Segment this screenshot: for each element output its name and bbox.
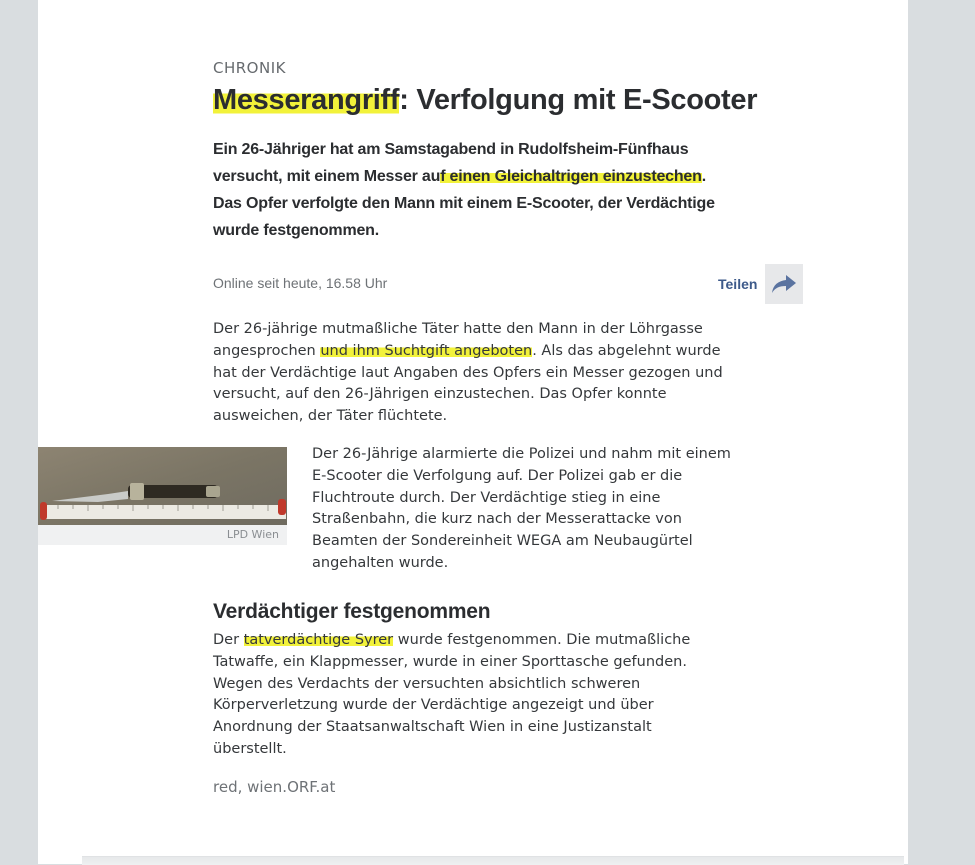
share-arrow-icon[interactable]	[765, 264, 803, 304]
article-title	[213, 84, 757, 117]
share-button[interactable]	[718, 264, 803, 304]
article-page	[38, 0, 908, 864]
paragraph-2: Der 26-Jährige alarmierte die Polizei und nahm mit einem E-Scooter die Verfolgung auf. Der Polizei gab er die Fluchtroute durch. Der Verdächtige stieg in eine Straßenbahn, die kurz nach der Messerattacke von Beamten der Sondereinheit WEGA am Neubaugürtel angehalten wurde.	[312, 446, 731, 571]
article-lead	[213, 136, 733, 244]
lead-text-a: Ein 26-Jähriger hat am Samstagabend in Rudolfsheim-Fünfhaus versucht, mit einem Messer au	[213, 141, 689, 185]
image-credit: LPD Wien	[226, 528, 279, 541]
publish-time: Online seit heute, 16.58 Uhr	[213, 275, 388, 291]
lead-text-b: . Das Opfer verfolgte den Mann mit einem E-Scooter, der Verdächtige wurde festgenommen.	[213, 168, 715, 239]
p3-text-a: Der	[213, 632, 244, 648]
title-rest: : Verfolgung mit E-Scooter	[399, 84, 758, 116]
article-figure[interactable]	[38, 447, 287, 545]
title-highlight: Messerangriff	[213, 84, 400, 116]
p1-highlight: und ihm Suchtgift angeboten	[320, 342, 533, 359]
section-label: CHRONIK	[213, 59, 286, 77]
subheading: Verdächtiger festgenommen	[213, 600, 491, 623]
p1-text-a: Der 26-jährige mutmaßliche Täter hatte den Mann in der Löhrgasse angesprochen	[213, 321, 703, 359]
paragraph-1	[213, 319, 733, 428]
p3-highlight: tatverdächtige Syrer	[243, 632, 394, 648]
paragraph-3	[213, 630, 713, 761]
article-source: red, wien.ORF.at	[213, 778, 336, 796]
knife-photo[interactable]	[38, 447, 287, 525]
p1-text-b: . Als das abgelehnt wurde hat der Verdächtige laut Angaben des Opfers ein Messer gezogen und versucht, auf den 26-Jährigen einzustechen. Das Opfer konnte ausweichen, der Täter flüchtete.	[213, 342, 723, 425]
share-label[interactable]: Teilen	[718, 276, 758, 292]
p3-text-b: wurde festgenommen. Die mutmaßliche Tatwaffe, ein Klappmesser, wurde in einer Sporttasche gefunden. Wegen des Verdachts der versuchten absichtlich schweren Körperverletzung wurde der Verdächtige angezeigt und über Anordnung der Staatsanwaltschaft Wien in eine Justizanstalt überstellt.	[213, 632, 691, 757]
lead-highlight: f einen Gleichaltrigen einzustechen	[440, 168, 702, 185]
